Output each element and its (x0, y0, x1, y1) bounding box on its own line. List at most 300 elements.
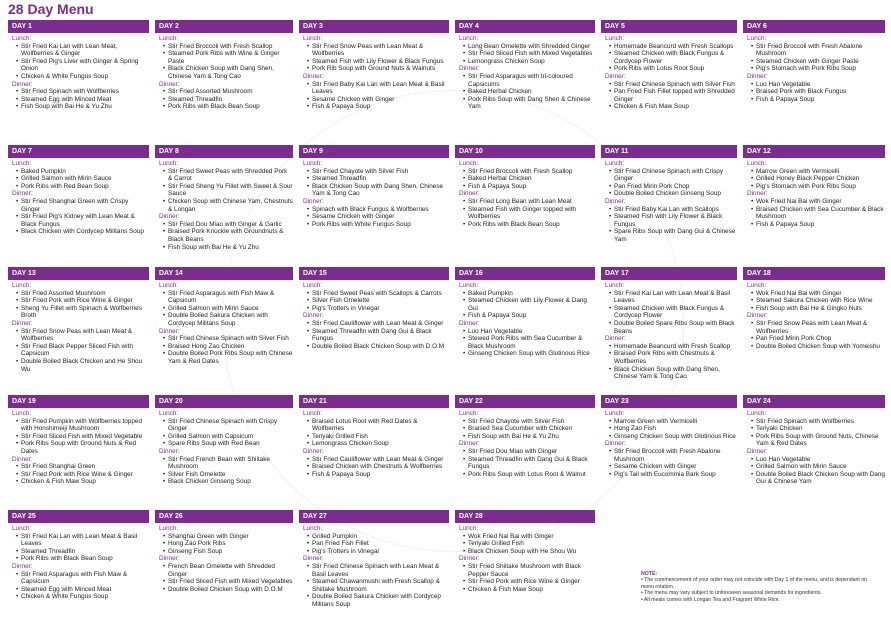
dish-item: • Steamed Threadfin with Dang Gui & Black Fungus (463, 456, 595, 471)
day-header: DAY 9 (299, 145, 449, 158)
lunch-list (159, 533, 293, 556)
dish-item: • Stir Fried Snow Peas with Lean Meat & Wolfberries (16, 328, 149, 343)
dinner-list (747, 198, 885, 228)
dish-item: • Ginseng Chicken Soup with Glutinous Rice (463, 350, 595, 358)
dish-item: • Stir Fried Kai Lan with Lean Meat & Basil Leaves (609, 290, 737, 305)
dish-item: • Stir Fried Snow Peas with Lean Meat & Wolfberries (751, 320, 885, 335)
day-card (8, 510, 149, 630)
lunch-list (303, 533, 449, 556)
dish-item: • Stir Fried Chayote with Silver Fish (307, 168, 449, 176)
dish-item: • Stir Fried Broccoli with Fresh Abalone Mushroom (609, 448, 737, 463)
dish-item: • Ginseng Chicken Soup with Glutinous Rice (609, 433, 737, 441)
day-header: DAY 23 (601, 395, 737, 408)
dish-item: • Black Chicken Ginseng Soup (163, 478, 293, 486)
dish-item: • Braised Pork with Black Fungus (751, 88, 885, 96)
dish-item: • Pig's Stomach with Pork Ribs Soup (751, 183, 885, 191)
dish-item: • Sesame Chicken with Ginger (307, 213, 449, 221)
dish-item: • Pig's Tail with Eucommia Bark Soup (609, 471, 737, 479)
dish-item: • Wok Fried Nai Bai with Ginger (751, 198, 885, 206)
dish-item: • Luo Han Vegetable (751, 456, 885, 464)
dish-item: • Stir Fried Chinese Spinach with Crispy Ginger (609, 168, 737, 183)
dinner-label: Dinner: (747, 312, 768, 320)
day-header: DAY 14 (155, 267, 293, 280)
dish-item: • Teriyaki Grilled Fish (307, 433, 449, 441)
dish-item: • Stir Fried Sheng Yu Fillet with Sweet & Sour Sauce (163, 183, 293, 198)
lunch-list (747, 43, 885, 73)
lunch-list (12, 43, 149, 81)
dish-item: • Steamed Fish with Lily Flower & Black Fungus (609, 213, 737, 228)
lunch-label: Lunch: (303, 525, 323, 532)
dish-item: • Stir Fried Pork with Rice Wine & Ginger (16, 297, 149, 305)
dish-item: • Stir Fried Chinese Spinach with Silver Fish (609, 81, 737, 89)
day-card (601, 395, 737, 515)
dish-item: • Steamed Chicken with Ginger Paste (751, 58, 885, 66)
dinner-list (605, 206, 737, 244)
dish-item: • Baked Pumpkin (16, 168, 149, 176)
lunch-list (605, 168, 737, 198)
dish-item: • Chicken & Fish Maw Soup (16, 478, 149, 486)
lunch-list (459, 533, 595, 556)
dish-item: • Stir Fried Sweet Peas with Scallops & Carrots (307, 290, 449, 298)
dish-item: • Fish & Papaya Soup (751, 96, 885, 104)
dinner-list (459, 73, 595, 111)
lunch-label: Lunch: (459, 525, 479, 532)
dinner-list (747, 456, 885, 486)
dinner-list (459, 448, 595, 478)
dish-item: • Chicken & White Fungus Soup (16, 73, 149, 81)
lunch-label: Lunch: (747, 35, 767, 42)
day-header: DAY 3 (299, 20, 449, 33)
dish-item: • Long Bean Omelette with Shredded Ginger (463, 43, 595, 51)
dish-item: • Stir Fried Sliced Fish with Mixed Vegetable (16, 433, 149, 441)
day-card (155, 20, 293, 140)
page-title: 28 Day Menu (8, 1, 94, 17)
dinner-list (159, 335, 293, 365)
dish-item: • Stir Fried Pumpkin with Wolfberries topped with Honshimeiji Mushroom (16, 418, 149, 433)
lunch-list (159, 290, 293, 328)
dish-item: • Pan Fried Mirin Pork Chop (751, 335, 885, 343)
dinner-list (12, 571, 149, 601)
dish-item: • Spare Ribs Soup with Dang Gui & Chinese Yam (609, 228, 737, 243)
dish-item: • Stir Fried Spinach with Wolfberries (751, 418, 885, 426)
dinner-list (159, 456, 293, 486)
dinner-list (12, 88, 149, 111)
dish-item: • Stir Fried Dou Miao with Ginger & Garlic (163, 221, 293, 229)
lunch-list (605, 418, 737, 441)
lunch-label: Lunch: (159, 160, 179, 167)
day-header: DAY 6 (743, 20, 885, 33)
day-header: DAY 11 (601, 145, 737, 158)
dish-item: • Fish & Papaya Soup (751, 221, 885, 229)
dish-item: • Pork Rib Soup with Ground Nuts & Walnuts (307, 65, 449, 73)
dish-item: • Braised Chicken with Sea Cucumber & Black Mushroom (751, 206, 885, 221)
dish-item: • Fish Soup with Bai He & Yu Zhu (16, 103, 149, 111)
day-card (8, 145, 149, 265)
lunch-list (459, 168, 595, 191)
dish-item: • Wok Fried Nai Bai with Ginger (463, 533, 595, 541)
dish-item: • Lemongrass Chicken Soup (463, 58, 595, 66)
dinner-label: Dinner: (159, 327, 180, 335)
dish-item: • Fish & Papaya Soup (307, 103, 449, 111)
dish-item: • Stir Fried Shiitake Mushroom with Black Pepper Sauce (463, 563, 595, 578)
dish-item: • Braised Hong Zao Chicken (163, 343, 293, 351)
lunch-list (303, 418, 449, 448)
lunch-list (605, 290, 737, 336)
dish-item: • Grilled Salmon with Mirin Sauce (163, 305, 293, 313)
dish-item: • Fish Soup with Bai He & Yu Zhu (463, 433, 595, 441)
dish-item: • Steamed Egg with Minced Meat (16, 586, 149, 594)
dish-item: • Stir Fried Broccoli with Fresh Scallop (463, 168, 595, 176)
dish-item: • Braised Pork Ribs with Chestnuts & Wolfberries (609, 350, 737, 365)
dinner-list (459, 328, 595, 358)
note-heading: NOTE: (641, 571, 658, 577)
day-card (743, 395, 885, 515)
dish-item: • Shanghai Green with Ginger (163, 533, 293, 541)
dinner-label: Dinner: (303, 72, 324, 80)
dish-item: • Stir Fried Baby Kai Lan with Scallops (609, 206, 737, 214)
dish-item: • Lemongrass Chicken Soup (307, 440, 449, 448)
dish-item: • Stir Fried Shanghai Green (16, 463, 149, 471)
day-header: DAY 17 (601, 267, 737, 280)
lunch-label: Lunch: (159, 35, 179, 42)
day-card (743, 145, 885, 265)
day-header: DAY 25 (8, 510, 149, 523)
dish-item: • Grilled Salmon with Mirin Sauce (751, 463, 885, 471)
lunch-list (747, 418, 885, 448)
dinner-list (303, 320, 449, 350)
dinner-label: Dinner: (459, 440, 480, 448)
lunch-label: Lunch: (12, 35, 32, 42)
dish-item: • Steamed Threadfin with Dang Gui & Black Fungus (307, 328, 449, 343)
note-section (641, 571, 881, 603)
dish-item: • Stir Fried Pig's Kidney with Lean Meat & Black Fungus (16, 213, 149, 228)
dish-item: • Chicken & Fish Maw Soup (463, 586, 595, 594)
dinner-label: Dinner: (605, 197, 626, 205)
dish-item: • Pork Ribs with Red Bean Soup (16, 183, 149, 191)
lunch-list (12, 533, 149, 563)
dish-item: • Double Boiled Black Chicken Soup with Dang Gui & Chinese Yam (751, 471, 885, 486)
day-card (155, 395, 293, 515)
dinner-list (459, 198, 595, 228)
dish-item: • Braised Lotus Root with Red Dates & Wolfberries (307, 418, 449, 433)
dish-item: • Double Boiled Chicken Soup with Yomeishu (751, 343, 885, 351)
day-card (155, 267, 293, 387)
dish-item: • Stir Fried Sweet Peas with Shredded Pork & Carrot (163, 168, 293, 183)
lunch-list (459, 290, 595, 320)
dish-item: • Fish & Papaya Soup (463, 183, 595, 191)
dish-item: • Braised Pork Knuckle with Groundnuts & Black Beans (163, 228, 293, 243)
day-header: DAY 12 (743, 145, 885, 158)
day-header: DAY 4 (455, 20, 595, 33)
dinner-list (747, 320, 885, 350)
lunch-label: Lunch: (159, 410, 179, 417)
day-card (743, 267, 885, 387)
dish-item: • Baked Herbal Chicken (463, 175, 595, 183)
dish-item: • Spare Ribs Soup with Red Bean (163, 440, 293, 448)
dinner-label: Dinner: (459, 190, 480, 198)
note-line: • All meals comes with Longan Tea and Fragrant White Rice. (641, 596, 780, 603)
lunch-label: Lunch: (747, 410, 767, 417)
dish-item: • Marrow Green with Vermicelli (609, 418, 737, 426)
dish-item: • Steamed Threadfin (16, 548, 149, 556)
dinner-list (459, 563, 595, 593)
day-header: DAY 10 (455, 145, 595, 158)
dish-item: • Stewed Pork Ribs with Sea Cucumber & Black Mushroom (463, 335, 595, 350)
lunch-label: Lunch: (459, 35, 479, 42)
lunch-label: Lunch: (12, 525, 32, 532)
dish-item: • Stir Fried Baby Kai Lan with Lean Meat & Basil Leaves (307, 81, 449, 96)
day-header: DAY 7 (8, 145, 149, 158)
dish-item: • Black Chicken Soup with He Shou Wu (463, 548, 595, 556)
dish-item: • Silver Fish Omelette (163, 471, 293, 479)
dish-item: • Steamed Chawanmushi with Fresh Scallop & Shiitake Mushroom (307, 578, 449, 593)
lunch-label: Lunch: (459, 410, 479, 417)
dinner-label: Dinner: (747, 72, 768, 80)
dish-item: • Double Boiled Chicken Ginseng Soup (609, 190, 737, 198)
lunch-list (12, 168, 149, 191)
dish-item: • Black Chicken Soup with Dang Shen, Chinese Yam & Tong Cao (609, 366, 737, 381)
note-line: • The menu may vary subject to unforeseen seasonal demands for ingredients. (641, 590, 822, 597)
dinner-list (303, 206, 449, 229)
dish-item: • Chicken & Fish Maw Soup (609, 103, 737, 111)
dish-item: • Pork Ribs with Black Bean Soup (16, 555, 149, 563)
dish-item: • Grilled Salmon with Mirin Sauce (16, 175, 149, 183)
dinner-label: Dinner: (12, 319, 33, 327)
dish-item: • Pork Ribs Soup with Ground Nuts, Chinese Yam & Red Dates (751, 433, 885, 448)
dish-item: • Double Boiled Sakura Chicken with Cordycep Militans Soup (307, 593, 449, 608)
dish-item: • Marrow Green with Vermicelli (751, 168, 885, 176)
day-card (8, 395, 149, 515)
dish-item: • Stir Fried Asparagus with Fish Maw & Capsicum (163, 290, 293, 305)
dish-item: • Stir Fried Asparagus with Fish Maw & Capsicum (16, 571, 149, 586)
lunch-list (605, 43, 737, 73)
dinner-label: Dinner: (303, 197, 324, 205)
dish-item: • Stir Fried Sliced Fish with Mixed Vegetables (163, 578, 293, 586)
dish-item: • Steamed Egg with Minced Meat (16, 96, 149, 104)
dinner-label: Dinner: (159, 447, 180, 455)
dish-item: • Wok Fried Nai Bai with Ginger (751, 290, 885, 298)
dish-item: • Teriyaki Grilled Fish (463, 540, 595, 548)
dish-item: • Stir Fried Cauliflower with Lean Meat & Ginger (307, 456, 449, 464)
dish-item: • Sesame Chicken with Ginger (307, 96, 449, 104)
dish-item: • Stir Fried Spinach with Wolfberries (16, 88, 149, 96)
dish-item: • Fish Soup with Bai He & Gingko Nuts (751, 305, 885, 313)
dish-item: • Black Chicken Soup with Dang Shen, Chinese Yam & Tong Cao (307, 183, 449, 198)
note-line: • The commencement of your order may not coincide with Day 1 of the menu, and is dependant on menu rotation. (641, 577, 868, 590)
dinner-label: Dinner: (605, 440, 626, 448)
dish-item: • Luo Han Vegetable (751, 81, 885, 89)
day-header: DAY 24 (743, 395, 885, 408)
dish-item: • Pig's Trotters in Vinegar (307, 305, 449, 313)
dinner-label: Dinner: (12, 80, 33, 88)
dish-item: • Double Boiled Chicken Soup with D.O.M (163, 586, 293, 594)
lunch-list (159, 418, 293, 448)
lunch-label: Lunch: (459, 160, 479, 167)
dish-item: • Steamed Chicken with Black Fungus & Cordycep Flower (609, 50, 737, 65)
dish-item: • Double Boiled Pork Ribs Soup with Chinese Yam & Red Dates (163, 350, 293, 365)
lunch-list (747, 168, 885, 191)
dish-item: • Pig's Stomach with Pork Ribs Soup (751, 65, 885, 73)
day-header: DAY 21 (299, 395, 449, 408)
dinner-list (12, 328, 149, 374)
dish-item: • Sheng Yu Fillet with Spinach & Wolfberries Broth (16, 305, 149, 320)
dish-item: • Black Chicken Soup with Dang Shen, Chinese Yam & Tong Cao (163, 65, 293, 80)
dish-item: • Steamed Chicken with Lily Flower & Dang Gui (463, 297, 595, 312)
day-card (155, 145, 293, 265)
dinner-list (159, 88, 293, 111)
dish-item: • Stir Fried Chinese Spinach with Silver Fish (163, 335, 293, 343)
day-card (601, 145, 737, 265)
day-card (8, 20, 149, 140)
dish-item: • Stir Fried Black Pepper Sliced Fish with Capsicum (16, 343, 149, 358)
dish-item: • Teriyaki Chicken (751, 425, 885, 433)
day-header: DAY 20 (155, 395, 293, 408)
dinner-label: Dinner: (747, 447, 768, 455)
day-card (455, 145, 595, 265)
lunch-list (159, 43, 293, 81)
dinner-list (605, 81, 737, 111)
dinner-list (12, 198, 149, 236)
dish-item: • Pig's Trotters in Vinegar (307, 548, 449, 556)
dinner-label: Dinner: (459, 65, 480, 73)
dinner-list (605, 448, 737, 478)
day-header: DAY 18 (743, 267, 885, 280)
dinner-label: Dinner: (159, 80, 180, 88)
dish-item: • Stir Fried Cauliflower with Lean Meat & Ginger (307, 320, 449, 328)
dish-item: • Stir Fried Broccoli with Fresh Scallop (163, 43, 293, 51)
dish-item: • Stir Fried Pork with Rice Wine & Ginger (16, 471, 149, 479)
dish-item: • Braised Chicken with Chestnuts & Wolfberries (307, 463, 449, 471)
lunch-label: Lunch: (303, 160, 323, 167)
dish-item: • Pork Ribs with Black Bean Soup (463, 221, 595, 229)
day-card (601, 20, 737, 140)
dish-item: • Pan Fried Mirin Pork Chop (609, 183, 737, 191)
dish-item: • Hong Zao Pork Ribs (163, 540, 293, 548)
lunch-label: Lunch: (747, 282, 767, 289)
dinner-label: Dinner: (459, 319, 480, 327)
dish-item: • Pan Fried Fish Fillet topped with Shredded Ginger (609, 88, 737, 103)
dish-item: • Stir Fried Assorted Mushroom (16, 290, 149, 298)
dish-item: • Stir Fried Dou Miao with Ginger (463, 448, 595, 456)
dinner-label: Dinner: (459, 555, 480, 563)
dish-item: • Sesame Chicken with Ginger (609, 463, 737, 471)
dinner-label: Dinner: (12, 562, 33, 570)
dish-item: • Pork Ribs Soup with Ground Nuts & Red Dates (16, 440, 149, 455)
dish-item: • Luo Han Vegetable (463, 328, 595, 336)
lunch-list (459, 418, 595, 441)
dinner-list (747, 81, 885, 104)
lunch-list (303, 168, 449, 198)
day-header: DAY 27 (299, 510, 449, 523)
day-header: DAY 15 (299, 267, 449, 280)
day-header: DAY 2 (155, 20, 293, 33)
lunch-label: Lunch: (12, 160, 32, 167)
lunch-label: Lunch: (12, 282, 32, 289)
dish-item: • Pork Ribs Soup with Lotus Root & Walnut (463, 471, 595, 479)
day-header: DAY 22 (455, 395, 595, 408)
day-header: DAY 13 (8, 267, 149, 280)
lunch-label: Lunch: (605, 410, 625, 417)
dish-item: • Chicken Soup with Chinese Yam, Chestnuts & Longan (163, 198, 293, 213)
dish-item: • Stir Fried Pig's Liver with Ginger & Spring Onion (16, 58, 149, 73)
day-card (299, 510, 449, 630)
dish-item: • Stir Fried Chayote with Silver Fish (463, 418, 595, 426)
dish-item: • Grilled Honey Black Pepper Chicken (751, 175, 885, 183)
lunch-label: Lunch: (159, 525, 179, 532)
dish-item: • Double Boiled Black Chicken and He Shou Wu (16, 358, 149, 373)
dinner-list (303, 81, 449, 111)
dinner-label: Dinner: (303, 555, 324, 563)
day-card (601, 267, 737, 387)
dish-item: • Stir Fried Snow Peas with Lean Meat & Wolfberries (307, 43, 449, 58)
day-card (299, 267, 449, 387)
dinner-list (605, 343, 737, 381)
dinner-label: Dinner: (605, 335, 626, 343)
dish-item: • Stir Fried Sliced Fish with Mixed Vegetables (463, 50, 595, 58)
dish-item: • Braised Sea Cucumber with Chicken (463, 425, 595, 433)
day-header: DAY 26 (155, 510, 293, 523)
dish-item: • Steamed Chicken with Black Fungus & Cordycep Flower (609, 305, 737, 320)
lunch-label: Lunch: (605, 160, 625, 167)
dinner-label: Dinner: (12, 455, 33, 463)
day-header: DAY 5 (601, 20, 737, 33)
day-header: DAY 16 (455, 267, 595, 280)
dinner-label: Dinner: (12, 190, 33, 198)
day-header: DAY 28 (455, 510, 595, 523)
lunch-label: Lunch: (159, 282, 179, 289)
dish-item: • Double Boiled Black Chicken Soup with D.O.M (307, 343, 449, 351)
dish-item: • Hong Zao Fish (609, 425, 737, 433)
dish-item: • Homemade Beancurd with Fresh Scallops (609, 43, 737, 51)
lunch-list (459, 43, 595, 66)
day-card (8, 267, 149, 387)
dish-item: • Pork Ribs with Black Bean Soup (163, 103, 293, 111)
dish-item: • Pork Ribs with White Fungus Soup (307, 221, 449, 229)
lunch-label: Lunch: (12, 410, 32, 417)
dish-item: • Double Boiled Spare Ribs Soup with Black Beans (609, 320, 737, 335)
dinner-label: Dinner: (303, 312, 324, 320)
dinner-label: Dinner: (303, 447, 324, 455)
dish-item: • French Bean Omelette with Shredded Ginger (163, 563, 293, 578)
day-card (455, 20, 595, 140)
day-card (743, 20, 885, 140)
dish-item: • Fish & Papaya Soup (463, 312, 595, 320)
dish-item: • Stir Fried Shanghai Green with Crispy Ginger (16, 198, 149, 213)
dish-item: • Chicken & White Fungus Soup (16, 593, 149, 601)
dinner-list (159, 221, 293, 251)
dish-item: • Stir Fried Asparagus with tri-coloured Capsicums (463, 73, 595, 88)
dish-item: • Stir Fried Broccoli with Fresh Abalone Mushroom (751, 43, 885, 58)
day-card (155, 510, 293, 630)
day-header: DAY 1 (8, 20, 149, 33)
dish-item: • Stir Fried Chinese Spinach with Lean Meat & Basil Leaves (307, 563, 449, 578)
dish-item: • Stir Fried Kai Lan with Lean Meat & Basil Leaves (16, 533, 149, 548)
day-card (455, 267, 595, 387)
day-card (455, 510, 595, 630)
dish-item: • Black Chicken with Cordycep Militans Soup (16, 228, 149, 236)
dish-item: • Fish Soup with Bai He & Yu Zhu (163, 244, 293, 252)
lunch-list (747, 290, 885, 313)
dish-item: • Silver Fish Omelette (307, 297, 449, 305)
dinner-label: Dinner: (747, 190, 768, 198)
dinner-list (303, 563, 449, 609)
dish-item: • Steamed Sakura Chicken with Rice Wine (751, 297, 885, 305)
dish-item: • Pan Fried Fish Fillet (307, 540, 449, 548)
dish-item: • Ginseng Fish Soup (163, 548, 293, 556)
lunch-label: Lunch: (303, 35, 323, 42)
lunch-list (12, 290, 149, 320)
dish-item: • Grilled Pumpkin (307, 533, 449, 541)
